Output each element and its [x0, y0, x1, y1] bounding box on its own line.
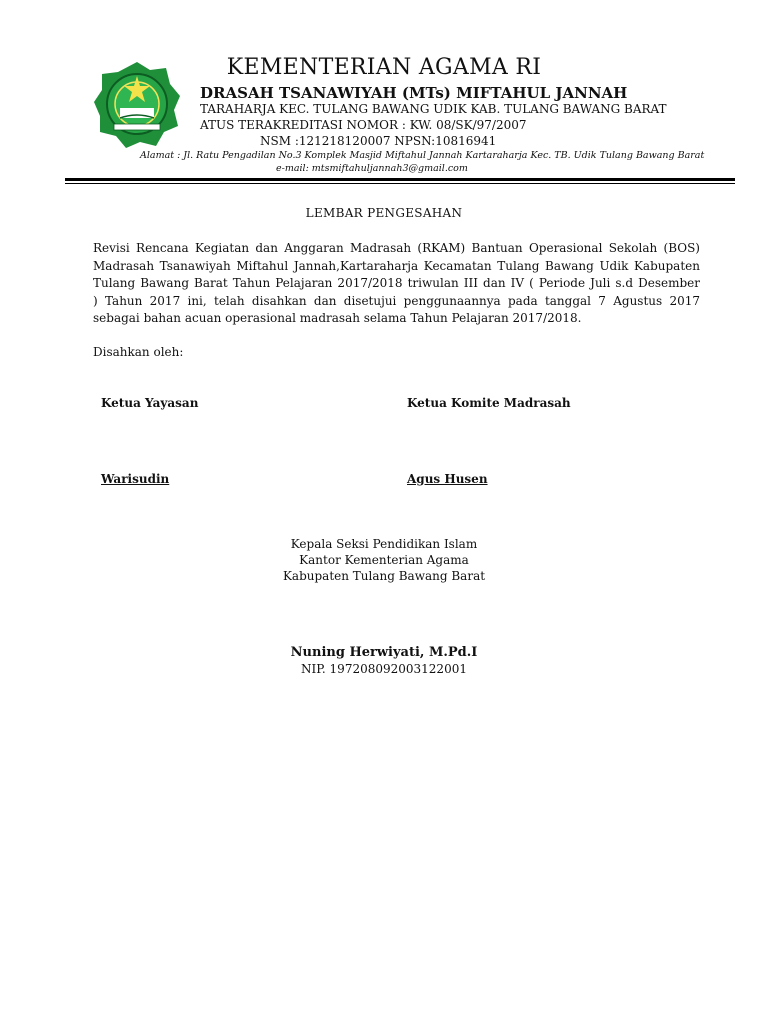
official-nip: NIP. 197208092003122001 — [301, 662, 467, 676]
approved-by-label: Disahkan oleh: — [93, 345, 184, 359]
school-email: e-mail: mtsmiftahuljannah3@gmail.com — [276, 163, 468, 174]
left-signer-name: Warisudin — [101, 472, 170, 486]
official-name: Nuning Herwiyati, M.Pd.I — [290, 645, 478, 660]
document-title: LEMBAR PENGESAHAN — [305, 206, 463, 220]
paragraph-line: ) Tahun 2017 ini, telah disahkan dan disetujui penggunaannya pada tanggal 7 Agustus 2017 — [93, 293, 700, 308]
paragraph-line: Madrasah Tsanawiyah Miftahul Jannah,Kartaraharja Kecamatan Tulang Bawang Udik Kabupaten — [93, 258, 700, 273]
approval-paragraph — [93, 240, 700, 328]
left-signer-role: Ketua Yayasan — [101, 396, 199, 410]
ministry-title: KEMENTERIAN AGAMA RI — [226, 55, 542, 80]
nsm-npsn: NSM :121218120007 NPSN:10816941 — [260, 134, 497, 148]
paragraph-line: sebagai bahan acuan operasional madrasah selama Tahun Pelajaran 2017/2018. — [93, 311, 582, 325]
paragraph-line: Tulang Bawang Barat Tahun Pelajaran 2017/2018 triwulan III dan IV ( Periode Juli s.d Desember — [93, 276, 700, 290]
right-signer-role: Ketua Komite Madrasah — [407, 396, 571, 410]
paragraph-line: Revisi Rencana Kegiatan dan Anggaran Madrasah (RKAM) Bantuan Operasional Sekolah (BOS) — [93, 241, 700, 255]
header-divider-thin — [65, 183, 735, 184]
official-title-line2: Kantor Kementerian Agama — [299, 553, 469, 567]
right-signer-name: Agus Husen — [407, 472, 488, 486]
official-title-line3: Kabupaten Tulang Bawang Barat — [282, 569, 486, 583]
school-location: TARAHARJA KEC. TULANG BAWANG UDIK KAB. TULANG BAWANG BARAT — [200, 102, 667, 116]
accreditation: ATUS TERAKREDITASI NOMOR : KW. 08/SK/97/2007 — [200, 118, 527, 132]
header-divider-thick — [65, 178, 735, 181]
school-name: DRASAH TSANAWIYAH (MTs) MIFTAHUL JANNAH — [200, 84, 628, 102]
school-address: Alamat : Jl. Ratu Pengadilan No.3 Komplek Masjid Miftahul Jannah Kartaraharja Kec. TB. Udik Tulang Bawang Barat — [140, 150, 705, 161]
official-title-line1: Kepala Seksi Pendidikan Islam — [290, 537, 478, 551]
